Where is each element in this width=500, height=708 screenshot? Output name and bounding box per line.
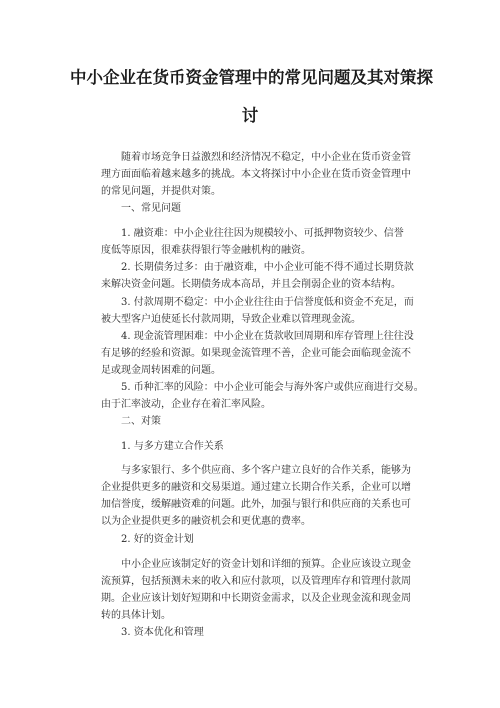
paragraph-line: 以为企业提供更多的融资机会和更优惠的费率。 xyxy=(101,516,311,527)
paragraph-line: 中小企业应该制定好的资金计划和详细的预算。企业应该设立现金 xyxy=(121,559,411,570)
section-heading-strategies: 二、对策 xyxy=(121,416,161,427)
problem-item-3 xyxy=(101,294,441,328)
paragraph-line: 5. 币种汇率的风险：中小企业可能会与海外客户或供应商进行交易。 xyxy=(121,382,424,393)
paragraph-line: 的常见问题，并提供对策。 xyxy=(101,186,221,197)
paragraph-line: 流预算，包括预测未来的收入和应付款项，以及管理库存和管理付款周 xyxy=(101,576,411,587)
strategy-heading-3: 3. 资本优化和管理 xyxy=(121,627,204,638)
paragraph-line: 3. 付款周期不稳定：中小企业往往由于信誉度低和资金不充足，而 xyxy=(121,297,414,308)
paragraph-line: 1. 融资难：中小企业往往因为规模较小、可抵押物资较少、信誉 xyxy=(121,228,404,239)
strategy-heading-1: 1. 与多方建立合作关系 xyxy=(121,441,224,452)
problem-item-5 xyxy=(101,379,441,413)
problem-item-4 xyxy=(101,328,441,379)
paragraph-line: 加信誉度，缓解融资难的问题。此外，加强与银行和供应商的关系也可 xyxy=(101,499,411,510)
paragraph-line: 被大型客户迫使延长付款周期，导致企业难以管理现金流。 xyxy=(101,314,361,325)
paragraph-line: 理方面面临着越来越多的挑战。本文将探讨中小企业在货币资金管理中 xyxy=(101,169,411,180)
paragraph-line: 企业提供更多的融资和交易渠道。通过建立长期合作关系，企业可以增 xyxy=(101,482,411,493)
paragraph-line: 有足够的经验和资源。如果现金流管理不善，企业可能会面临现金流不 xyxy=(101,348,411,359)
paragraph-line: 度低等原因，很难获得银行等金融机构的融资。 xyxy=(101,245,311,256)
document-title-line1: 中小企业在货币资金管理中的常见问题及其对策探 xyxy=(70,68,433,87)
problem-item-1 xyxy=(101,225,441,259)
intro-paragraph xyxy=(101,149,441,200)
paragraph-line: 期。企业应该计划好短期和中长期资金需求，以及企业现金流和现金周 xyxy=(101,593,411,604)
paragraph-line: 来解决资金问题。长期债务成本高昂，并且会削弱企业的资本结构。 xyxy=(101,279,401,290)
section-heading-problems: 一、常见问题 xyxy=(121,203,181,214)
paragraph-line: 随着市场竞争日益激烈和经济情况不稳定，中小企业在货币资金管 xyxy=(121,152,411,163)
paragraph-line: 由于汇率波动，企业存在着汇率风险。 xyxy=(101,399,271,410)
strategy-2-paragraph xyxy=(101,556,441,624)
strategy-1-paragraph xyxy=(101,462,441,530)
paragraph-line: 4. 现金流管理困难：中小企业在货款收回周期和库存管理上往往没 xyxy=(121,331,414,342)
paragraph-line: 足或现金周转困难的问题。 xyxy=(101,365,221,376)
paragraph-line: 转的具体计划。 xyxy=(101,610,171,621)
strategy-heading-2: 2. 好的资金计划 xyxy=(121,534,194,545)
document-title-line2: 讨 xyxy=(241,106,259,125)
paragraph-line: 与多家银行、多个供应商、多个客户建立良好的合作关系，能够为 xyxy=(121,465,411,476)
problem-item-2 xyxy=(101,259,441,293)
paragraph-line: 2. 长期债务过多：由于融资难，中小企业可能不得不通过长期贷款 xyxy=(121,262,414,273)
